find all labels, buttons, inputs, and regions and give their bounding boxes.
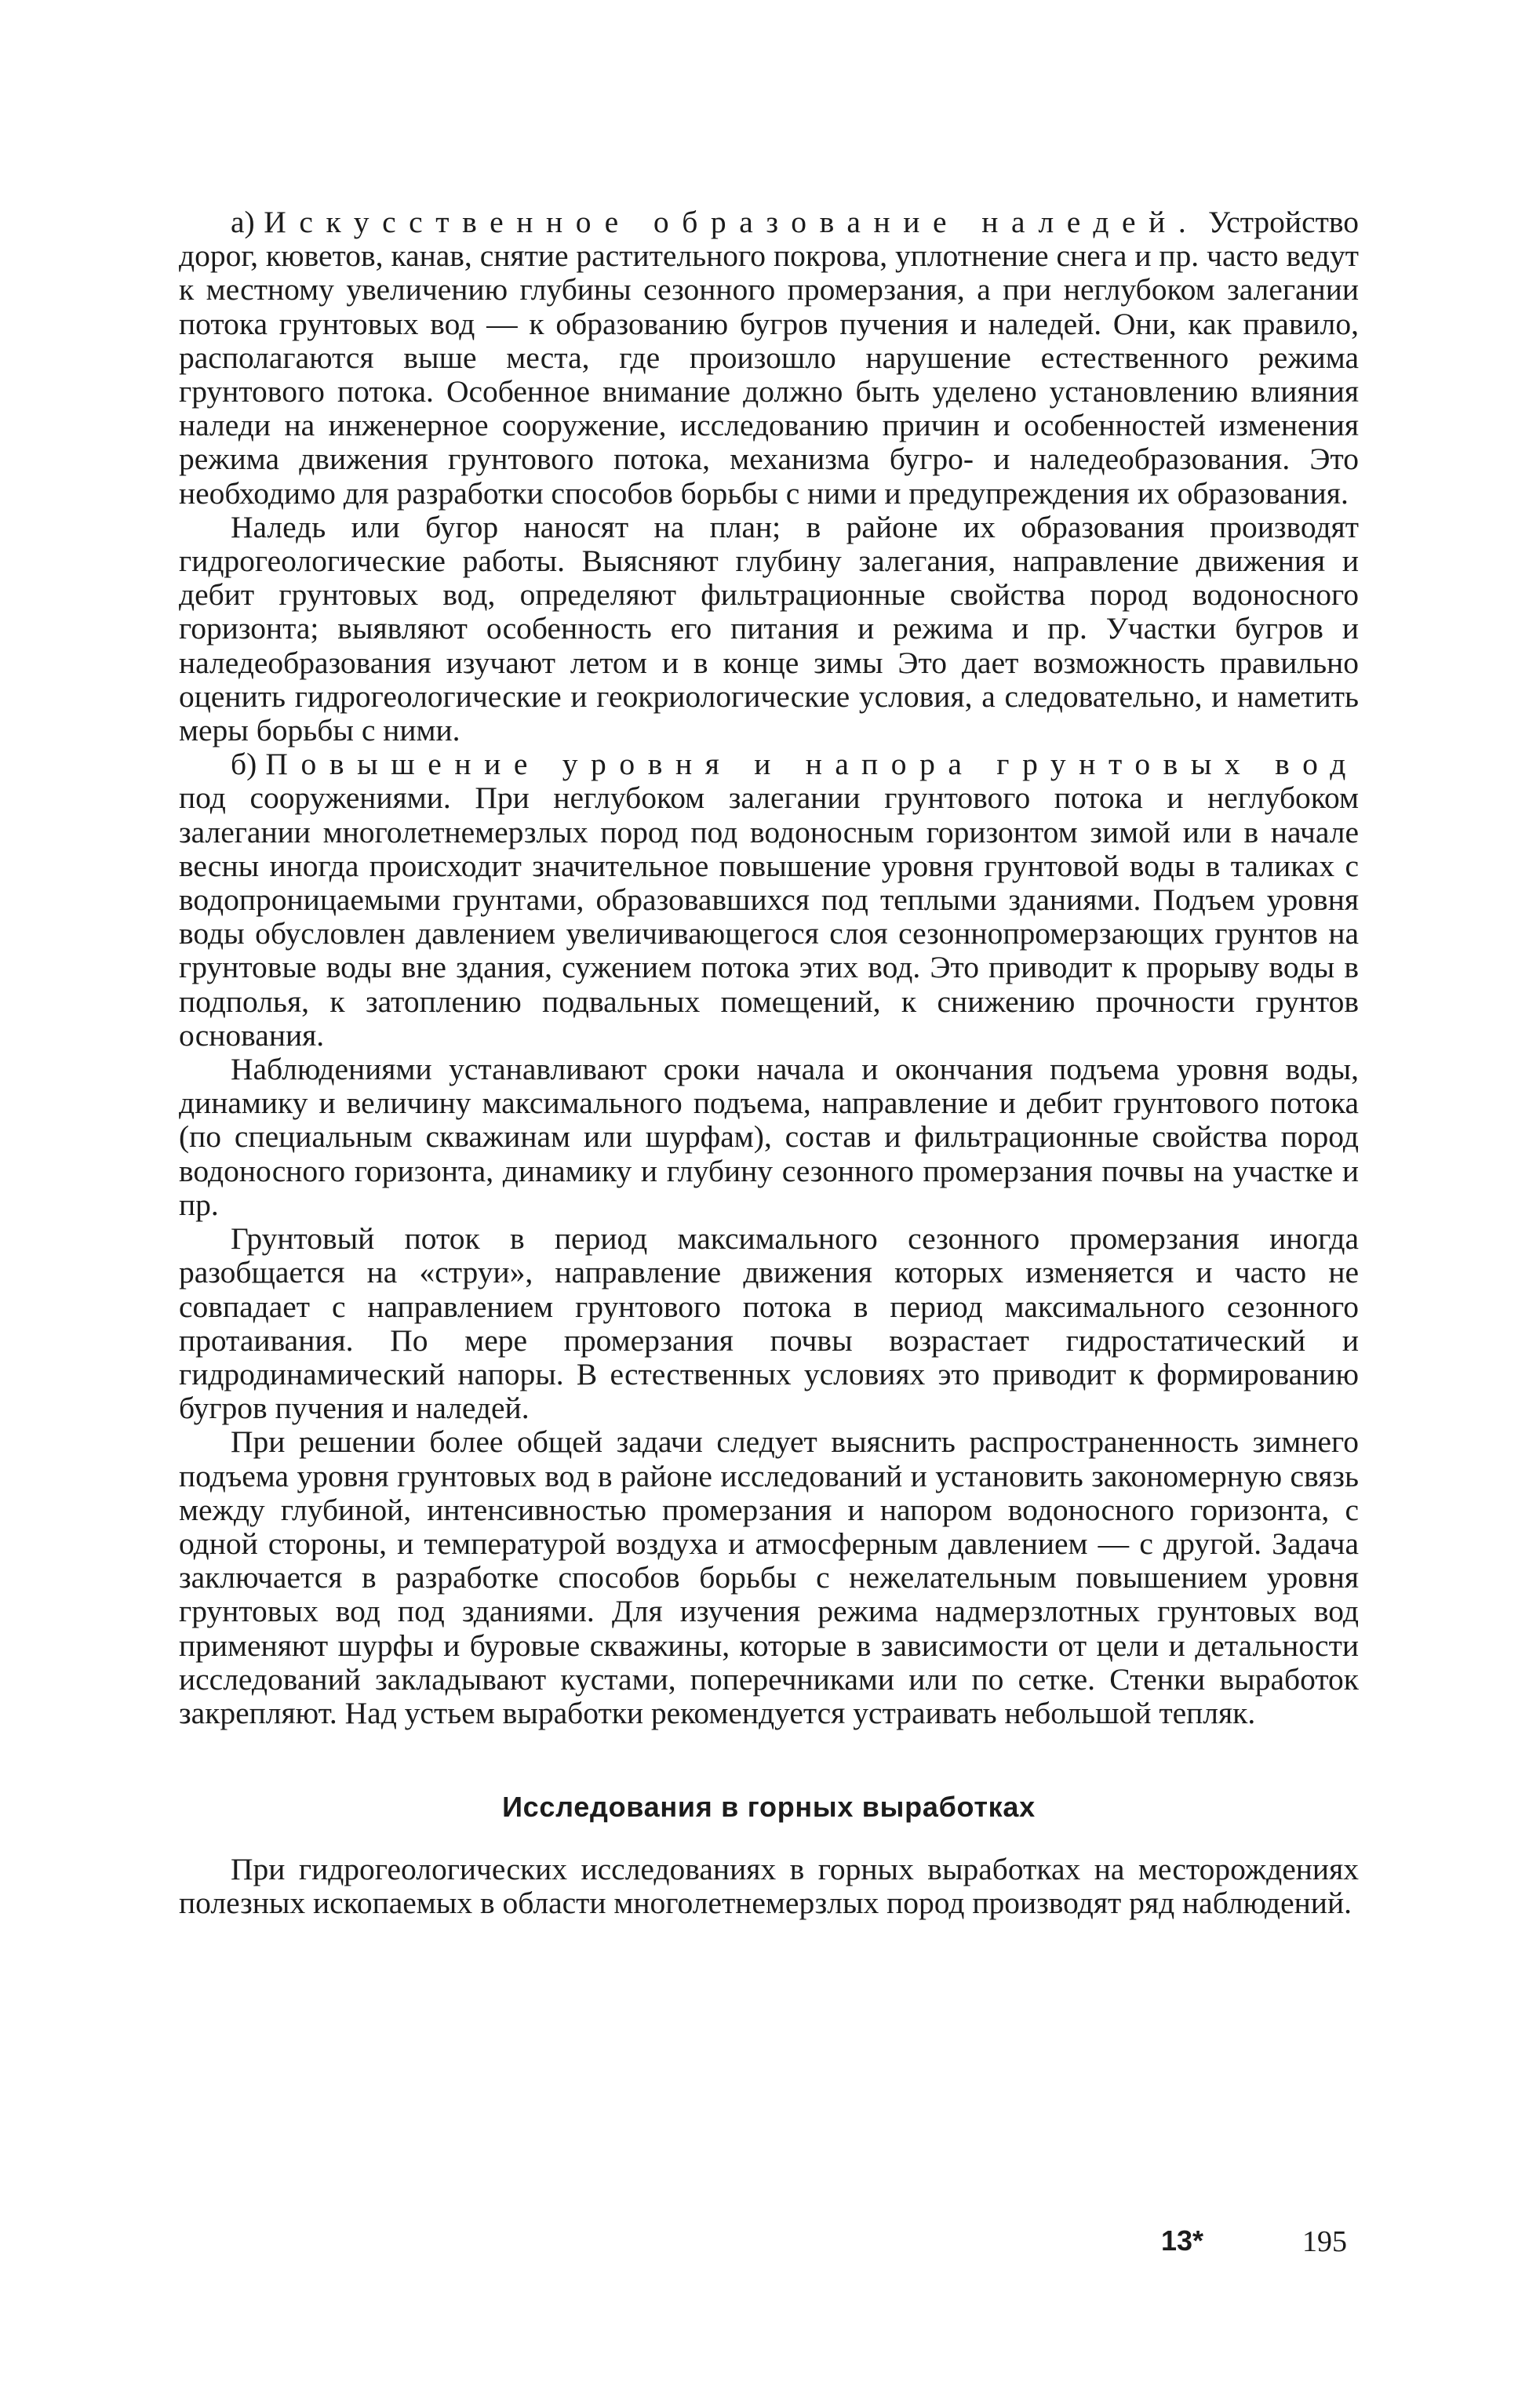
signature-mark: 13* xyxy=(1161,2224,1204,2257)
page-body xyxy=(179,206,1359,1921)
paragraph-text: Наледь или бугор наносят на план; в районе их образования производят гидрогеологические работы. Выясняют глубину залегания, направление движения и дебит грунтовых вод, определяют фильтрационные свойства пород водоносного горизонта; выявляют особенность его питания и режима и пр. Участки бугров и наледеобразования изучают летом и в конце зимы Это дает возможность правильно оценить гидрогеологические и геокриологические условия, а следовательно, и наметить меры борьбы с ними. xyxy=(179,509,1359,748)
paragraph-text: Наблюдениями устанавливают сроки начала и окончания подъема уровня воды, динамику и величину максимального подъема, направление и дебит грунтового потока (по специальным скважинам или шурфам), состав и фильтрационные свойства пород водоносного горизонта, динамику и глубину сезонного промерзания почвы на участке и пр. xyxy=(179,1052,1359,1222)
section-title: Исследования в горных выработках xyxy=(502,1791,1036,1824)
paragraph-general-task xyxy=(179,1425,1359,1730)
paragraph-mine-workings xyxy=(179,1853,1359,1920)
paragraph-groundwater-rise xyxy=(179,747,1359,1053)
spaced-heading-artificial-icing: Искусственное образование наледей. xyxy=(264,205,1200,239)
paragraph-text: Грунтовый поток в период максимального сезонного промерзания иногда разобщается на «струи», направление движения которых изменяется и часто не совпадает с направлением грунтового потока в период максимального сезонного протаивания. По мере промерзания почвы возрастает гидростатический и гидродинамический напоры. В естественных условиях это приводит к формированию бугров пучения и наледей. xyxy=(179,1221,1359,1426)
paragraph-lead: а) xyxy=(231,205,264,239)
paragraph-observations xyxy=(179,1053,1359,1222)
paragraph-text: под сооружениями. При неглубоком залегании грунтового потока и неглубоком залегании многолетнемерзлых пород под водоносным горизонтом зимой или в начале весны иногда происходит значительное повышение уровня грунтовой воды в таликах с водопроницаемыми грунтами, образовавшихся под теплыми зданиями. Подъем уровня воды обусловлен давлением увеличивающегося слоя сезоннопромерзающих грунтов на грунтовые воды вне здания, сужением потока этих вод. Это приводит к прорыву воды в подполья, к затоплению подвальных помещений, к снижению прочности грунтов основания. xyxy=(179,780,1359,1053)
paragraph-text: При гидрогеологических исследованиях в горных выработках на месторождениях полезных ископаемых в области многолетнемерзлых пород производят ряд наблюдений. xyxy=(179,1852,1359,1921)
spaced-heading-groundwater-rise: Повышение уровня и напора грунтовых вод xyxy=(265,747,1359,782)
paragraph-lead: б) xyxy=(231,747,266,782)
paragraph-text: Устройство дорог, кюветов, канав, снятие растительного покрова, уплотнение снега и пр. часто ведут к местному увеличению глубины сезонного промерзания, а при неглубоком залегании потока грунтовых вод — к образованию бугров пучения и наледей. Они, как правило, располагаются выше места, где произошло нарушение естественного режима грунтового потока. Особенное внимание должно быть уделено установлению влияния наледи на инженерное сооружение, исследованию причин и особенностей изменения режима движения грунтового потока, механизма бугро- и наледеобразования. Это необходимо для разработки способов борьбы с ними и предупреждения их образования. xyxy=(179,205,1359,511)
paragraph-groundwater-flow xyxy=(179,1222,1359,1425)
paragraph-artificial-icing xyxy=(179,206,1359,511)
paragraph-icing-mapping xyxy=(179,511,1359,747)
paragraph-text: При решении более общей задачи следует выяснить распространенность зимнего подъема уровня грунтовых вод в районе исследований и установить закономерную связь между глубиной, интенсивностью промерзания и напором водоносного горизонта, с одной стороны, и температурой воздуха и атмосферным давлением — с другой. Задача заключается в разработке способов борьбы с нежелательным повышением уровня грунтовых вод под зданиями. Для изучения режима надмерзлотных грунтовых вод применяют шурфы и буровые скважины, которые в зависимости от цели и детальности исследований закладывают кустами, поперечниками или по сетке. Стенки выработок закрепляют. Над устьем выработки рекомендуется устраивать небольшой тепляк. xyxy=(179,1424,1359,1730)
page-number: 195 xyxy=(1302,2225,1347,2258)
